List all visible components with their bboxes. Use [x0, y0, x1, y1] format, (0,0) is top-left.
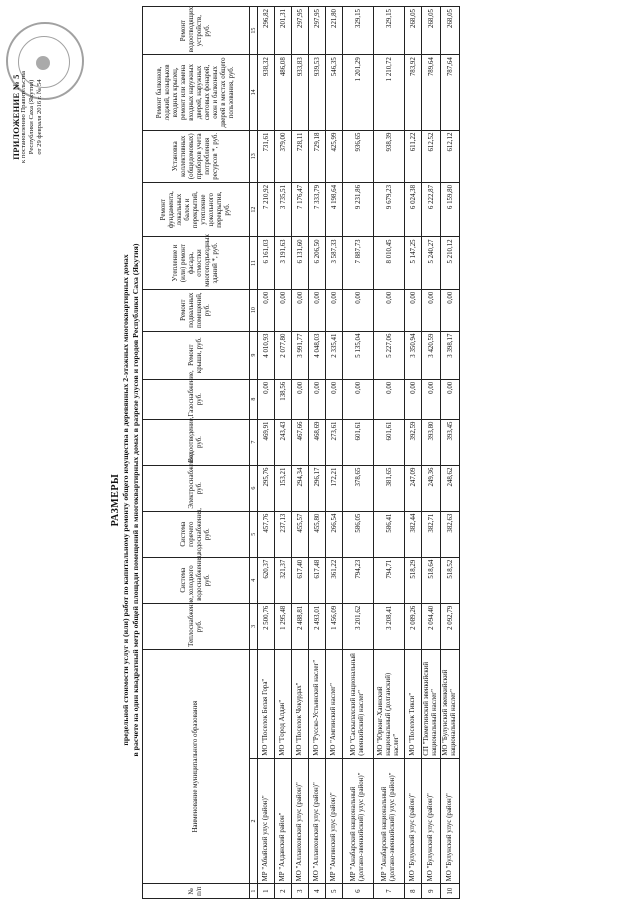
- value-cell: 153,21: [275, 465, 292, 511]
- value-cell: 382,44: [405, 511, 422, 557]
- value-cell: 5 240,27: [422, 237, 441, 289]
- settlement-cell: МО "Саскылахский национальный (эвенкийский) наслег": [343, 649, 374, 758]
- value-cell: 0,00: [405, 379, 422, 419]
- value-cell: 243,43: [275, 419, 292, 465]
- value-cell: 457,76: [258, 511, 275, 557]
- col-number: 8: [250, 379, 258, 419]
- col-header-heating: Теплоснабжение, руб.: [143, 603, 250, 649]
- district-cell: МР "Анабарский национальный (долгано-эвенкийский) улус (район)": [374, 758, 405, 884]
- value-cell: 612,12: [441, 130, 460, 182]
- value-cell: 4 048,03: [309, 331, 326, 379]
- value-cell: 3 735,51: [275, 182, 292, 236]
- value-cell: 6 206,50: [309, 237, 326, 289]
- settlement-cell: МО "Амгинский наслег": [326, 649, 343, 758]
- value-cell: 617,48: [309, 557, 326, 603]
- value-cell: 321,37: [275, 557, 292, 603]
- value-cell: 237,13: [275, 511, 292, 557]
- col-number: 9: [250, 331, 258, 379]
- value-cell: 5 147,25: [405, 237, 422, 289]
- settlement-cell: МО "Поселок Белая Гора": [258, 649, 275, 758]
- settlement-cell: МО "Булунский эвенкийский национальный наслег": [441, 649, 460, 758]
- value-cell: 586,41: [374, 511, 405, 557]
- value-cell: 2 493,01: [309, 603, 326, 649]
- value-cell: 382,63: [441, 511, 460, 557]
- value-cell: 379,00: [275, 130, 292, 182]
- value-cell: 6 222,87: [422, 182, 441, 236]
- col-number: 14: [250, 55, 258, 130]
- value-cell: 378,65: [343, 465, 374, 511]
- row-number: 2: [275, 884, 292, 899]
- value-cell: 611,22: [405, 130, 422, 182]
- cost-table: [142, 6, 460, 899]
- district-cell: МР "Анабарский национальный (долгано-эвенкийский) улус (район)": [343, 758, 374, 884]
- value-cell: 586,05: [343, 511, 374, 557]
- value-cell: 7 333,79: [309, 182, 326, 236]
- table-row: [441, 7, 460, 899]
- value-cell: 3 991,77: [292, 331, 309, 379]
- value-cell: 789,64: [422, 55, 441, 130]
- col-number: 5: [250, 511, 258, 557]
- value-cell: 0,00: [292, 379, 309, 419]
- settlement-cell: МО "Город Алдан": [275, 649, 292, 758]
- col-header-municipality: Наименование муниципального образования: [143, 649, 250, 884]
- value-cell: 467,66: [292, 419, 309, 465]
- heading-title: РАЗМЕРЫ: [110, 473, 121, 527]
- value-cell: 783,92: [405, 55, 422, 130]
- value-cell: 0,00: [258, 289, 275, 331]
- value-cell: 5 227,06: [374, 331, 405, 379]
- appendix-line-3: от 29 февраля 2016 г. № 54: [36, 79, 43, 155]
- col-number: 6: [250, 465, 258, 511]
- table-body: [258, 7, 460, 899]
- value-cell: 2 335,41: [326, 331, 343, 379]
- value-cell: 4 010,93: [258, 331, 275, 379]
- appendix-block: [12, 22, 44, 212]
- value-cell: 794,71: [374, 557, 405, 603]
- value-cell: 268,05: [441, 7, 460, 55]
- value-cell: 0,00: [326, 289, 343, 331]
- col-number: [250, 649, 258, 758]
- value-cell: 469,91: [258, 419, 275, 465]
- value-cell: 393,45: [441, 419, 460, 465]
- value-cell: 6 159,80: [441, 182, 460, 236]
- table-row: [422, 7, 441, 899]
- value-cell: 273,61: [326, 419, 343, 465]
- value-cell: 938,32: [258, 55, 275, 130]
- col-number: 3: [250, 603, 258, 649]
- value-cell: 268,05: [422, 7, 441, 55]
- value-cell: 329,15: [374, 7, 405, 55]
- value-cell: 297,95: [309, 7, 326, 55]
- column-number-row: [250, 7, 258, 899]
- col-number: 2: [250, 758, 258, 884]
- value-cell: 7 176,47: [292, 182, 309, 236]
- value-cell: 9 679,23: [374, 182, 405, 236]
- value-cell: 0,00: [343, 379, 374, 419]
- col-header-basement: Ремонт подвальных помещений, руб.: [143, 289, 250, 331]
- value-cell: 393,80: [422, 419, 441, 465]
- col-header-foundation: Ремонт фундамента, локальных балок и перекрытий, утепление цокольного перекрытия, руб.: [143, 182, 250, 236]
- value-cell: 728,11: [292, 130, 309, 182]
- table-row: [405, 7, 422, 899]
- table-row: [343, 7, 374, 899]
- table-row: [309, 7, 326, 899]
- value-cell: 382,71: [422, 511, 441, 557]
- table-row: [258, 7, 275, 899]
- col-header-balconies: Ремонт балконов, лоджий, козырьков входных крылец, ремонт или замена входных наружных дверей, наружных световых фонарей, окон и балконных дверей в местах общего пользования, руб.: [143, 55, 250, 130]
- col-number: 11: [250, 237, 258, 289]
- heading-line-2: в расчете на один квадратный метр общей площади помещений в многоквартирных домах в разрезе улусов и городов Республики Саха (Якутия): [130, 243, 140, 757]
- district-cell: МР "Амгинский улус (район)": [326, 758, 343, 884]
- district-cell: МО "Аллаиховский улус (район)": [292, 758, 309, 884]
- value-cell: 7 887,73: [343, 237, 374, 289]
- value-cell: 295,76: [258, 465, 275, 511]
- value-cell: 518,64: [422, 557, 441, 603]
- col-number: 15: [250, 7, 258, 55]
- value-cell: 617,40: [292, 557, 309, 603]
- value-cell: 247,09: [405, 465, 422, 511]
- col-number: 1: [250, 884, 258, 899]
- value-cell: 266,54: [326, 511, 343, 557]
- row-number: 7: [374, 884, 405, 899]
- table-header-row: [143, 7, 250, 899]
- col-number: 10: [250, 289, 258, 331]
- row-number: 4: [309, 884, 326, 899]
- value-cell: 2 500,76: [258, 603, 275, 649]
- col-number: 4: [250, 557, 258, 603]
- value-cell: 0,00: [343, 289, 374, 331]
- table-row: [292, 7, 309, 899]
- value-cell: 455,57: [292, 511, 309, 557]
- value-cell: 933,83: [292, 55, 309, 130]
- district-cell: МР "Алданский район": [275, 758, 292, 884]
- col-number: 7: [250, 419, 258, 465]
- value-cell: 296,82: [258, 7, 275, 55]
- value-cell: 546,35: [326, 55, 343, 130]
- value-cell: 392,59: [405, 419, 422, 465]
- value-cell: 3 350,94: [405, 331, 422, 379]
- value-cell: 0,00: [275, 289, 292, 331]
- value-cell: 361,22: [326, 557, 343, 603]
- col-header-facade: Утепление и (или) ремонт фасада, отмостки многоподъездных зданий *, руб.: [143, 237, 250, 289]
- value-cell: 3 191,63: [275, 237, 292, 289]
- settlement-cell: МО "Русско-Устьинский наслег": [309, 649, 326, 758]
- value-cell: 731,61: [258, 130, 275, 182]
- value-cell: 201,31: [275, 7, 292, 55]
- value-cell: 486,08: [275, 55, 292, 130]
- col-header-cold-water: Система холодного водоснабжения, руб.: [143, 557, 250, 603]
- value-cell: 5 210,12: [441, 237, 460, 289]
- row-number: 5: [326, 884, 343, 899]
- col-header-electricity: Электроснабжение, руб.: [143, 465, 250, 511]
- value-cell: 329,15: [343, 7, 374, 55]
- value-cell: 4 198,64: [326, 182, 343, 236]
- value-cell: 2 094,40: [422, 603, 441, 649]
- district-cell: МР "Абыйский улус (район)": [258, 758, 275, 884]
- value-cell: 601,61: [343, 419, 374, 465]
- value-cell: 2 488,81: [292, 603, 309, 649]
- value-cell: 729,18: [309, 130, 326, 182]
- value-cell: 0,00: [374, 379, 405, 419]
- col-header-roof: Ремонт крыши, руб.: [143, 331, 250, 379]
- value-cell: 172,21: [326, 465, 343, 511]
- value-cell: 0,00: [441, 289, 460, 331]
- row-number: 9: [422, 884, 441, 899]
- value-cell: 3 420,59: [422, 331, 441, 379]
- value-cell: 3 398,17: [441, 331, 460, 379]
- value-cell: 936,65: [343, 130, 374, 182]
- col-number: 12: [250, 182, 258, 236]
- value-cell: 1 295,48: [275, 603, 292, 649]
- value-cell: 3 201,62: [343, 603, 374, 649]
- value-cell: 138,56: [275, 379, 292, 419]
- value-cell: 1 210,72: [374, 55, 405, 130]
- value-cell: 794,23: [343, 557, 374, 603]
- col-header-gas: Газоснабжение, руб.: [143, 379, 250, 419]
- settlement-cell: МО "Юрюнг-Хаинский национальный (долганский) наслег": [374, 649, 405, 758]
- value-cell: 2 089,26: [405, 603, 422, 649]
- value-cell: 455,80: [309, 511, 326, 557]
- row-number: 8: [405, 884, 422, 899]
- value-cell: 2 092,79: [441, 603, 460, 649]
- district-cell: МО "Булунский улус (район)": [441, 758, 460, 884]
- value-cell: 249,36: [422, 465, 441, 511]
- value-cell: 381,65: [374, 465, 405, 511]
- col-header-number: № п/п: [143, 884, 250, 899]
- value-cell: 612,52: [422, 130, 441, 182]
- settlement-cell: МО "Поселок Чокурдах": [292, 649, 309, 758]
- value-cell: 0,00: [292, 289, 309, 331]
- value-cell: 221,80: [326, 7, 343, 55]
- value-cell: 294,34: [292, 465, 309, 511]
- table-row: [374, 7, 405, 899]
- appendix-line-2: Республики Саха (Якутия): [28, 79, 35, 155]
- col-header-drainage: Водоотведение, руб.: [143, 419, 250, 465]
- value-cell: 425,99: [326, 130, 343, 182]
- value-cell: 8 010,45: [374, 237, 405, 289]
- value-cell: 296,17: [309, 465, 326, 511]
- value-cell: 468,69: [309, 419, 326, 465]
- value-cell: 0,00: [405, 289, 422, 331]
- value-cell: 297,95: [292, 7, 309, 55]
- value-cell: 0,00: [258, 379, 275, 419]
- value-cell: 0,00: [441, 379, 460, 419]
- value-cell: 6 131,60: [292, 237, 309, 289]
- row-number: 10: [441, 884, 460, 899]
- value-cell: 2 077,80: [275, 331, 292, 379]
- settlement-cell: СП "Тюметинский эвенкийский национальный наслег": [422, 649, 441, 758]
- col-number: 13: [250, 130, 258, 182]
- appendix-title: ПРИЛОЖЕНИЕ № 5: [11, 74, 21, 160]
- col-header-hot-water: Система горячего водоснабжения, руб.: [143, 511, 250, 557]
- value-cell: 1 201,29: [343, 55, 374, 130]
- value-cell: 0,00: [422, 289, 441, 331]
- value-cell: 9 231,86: [343, 182, 374, 236]
- value-cell: 3 208,41: [374, 603, 405, 649]
- value-cell: 6 024,38: [405, 182, 422, 236]
- heading-line-1: предельной стоимости услуг и (или) работ по капитальному ремонту общего имущества в деревянных 2-этажных многоквартирных домах: [121, 254, 130, 746]
- value-cell: 0,00: [374, 289, 405, 331]
- value-cell: 938,39: [374, 130, 405, 182]
- row-number: 6: [343, 884, 374, 899]
- value-cell: 0,00: [309, 289, 326, 331]
- value-cell: 5 135,04: [343, 331, 374, 379]
- value-cell: 518,29: [405, 557, 422, 603]
- value-cell: 6 161,03: [258, 237, 275, 289]
- row-number: 1: [258, 884, 275, 899]
- value-cell: 248,62: [441, 465, 460, 511]
- appendix-line-1: к постановлению Правительства: [20, 71, 27, 163]
- value-cell: 1 456,09: [326, 603, 343, 649]
- value-cell: 601,61: [374, 419, 405, 465]
- document-heading: [110, 175, 140, 825]
- value-cell: 0,00: [326, 379, 343, 419]
- table-row: [275, 7, 292, 899]
- value-cell: 518,52: [441, 557, 460, 603]
- district-cell: МО "Булунский улус (район)": [422, 758, 441, 884]
- value-cell: 268,05: [405, 7, 422, 55]
- value-cell: 0,00: [309, 379, 326, 419]
- value-cell: 939,53: [309, 55, 326, 130]
- settlement-cell: МО "Поселок Тикси": [405, 649, 422, 758]
- col-header-meters: Установка коллективных (общедомовых) приборов учета потребления ресурсов *, руб.: [143, 130, 250, 182]
- value-cell: 3 587,33: [326, 237, 343, 289]
- value-cell: 7 210,92: [258, 182, 275, 236]
- district-cell: МО "Булунский улус (район)": [405, 758, 422, 884]
- row-number: 3: [292, 884, 309, 899]
- table-row: [326, 7, 343, 899]
- district-cell: МО "Аллаиховский улус (район)": [309, 758, 326, 884]
- value-cell: 787,64: [441, 55, 460, 130]
- value-cell: 620,37: [258, 557, 275, 603]
- col-header-gutters: Ремонт водоотводящих устройств, руб.: [143, 7, 250, 55]
- value-cell: 0,00: [422, 379, 441, 419]
